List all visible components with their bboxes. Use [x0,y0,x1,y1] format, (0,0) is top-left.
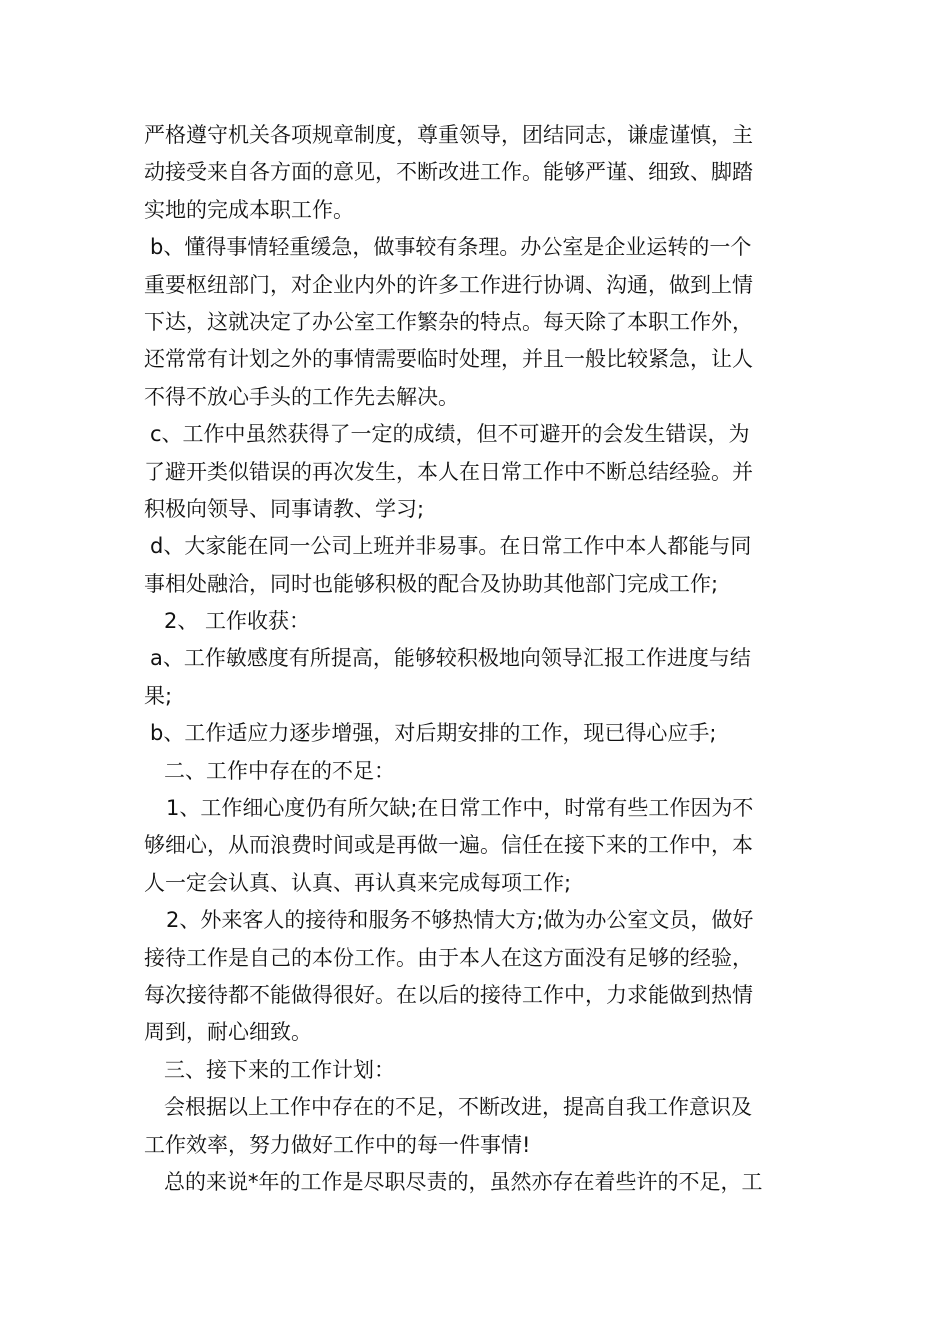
paragraph-summary-start: 总的来说*年的工作是尽职尽责的，虽然亦存在着些许的不足，工 [164,1169,763,1194]
text-line: 下达，这就决定了办公室工作繁杂的特点。每天除了本职工作外， [144,309,753,334]
heading-next-plan: 三、接下来的工作计划： [164,1057,395,1082]
text-line: 严格遵守机关各项规章制度，尊重领导，团结同志，谦虚谨慎，主 [144,123,753,147]
text-line: 重要枢纽部门，对企业内外的许多工作进行协调、沟通，做到上情 [144,272,753,297]
text-line: 实地的完成本职工作。 [144,197,354,222]
paragraph-plan-start: 会根据以上工作中存在的不足，不断改进，提高自我工作意识及 [164,1095,752,1120]
paragraph-gains-b: b、工作适应力逐步增强，对后期安排的工作，现已得心应手; [150,721,717,746]
text-line: 人一定会认真、认真、再认真来完成每项工作; [144,870,572,895]
text-line: 周到，耐心细致。 [144,1020,312,1045]
text-line: 够细心，从而浪费时间或是再做一遍。信任在接下来的工作中，本 [144,833,753,858]
paragraph-shortcoming-1-start: 1、工作细心度仍有所欠缺;在日常工作中，时常有些工作因为不 [166,796,754,821]
paragraph-d-start: d、大家能在同一公司上班并非易事。在日常工作中本人都能与同 [150,534,752,559]
text-line: 接待工作是自己的本份工作。由于本人在这方面没有足够的经验， [144,945,753,970]
text-line: 积极向领导、同事请教、学习; [144,496,425,521]
paragraph-gains-a-start: a、工作敏感度有所提高，能够较积极地向领导汇报工作进度与结 [150,646,751,671]
paragraph-b-start: b、懂得事情轻重缓急，做事较有条理。办公室是企业运转的一个 [150,235,752,260]
text-line: 还常常有计划之外的事情需要临时处理，并且一般比较紧急，让人 [144,347,753,372]
heading-shortcomings: 二、工作中存在的不足： [164,758,395,783]
text-line: 每次接待都不能做得很好。在以后的接待工作中，力求能做到热情 [144,982,753,1007]
text-line: 果; [144,683,173,708]
document-body [144,117,808,1201]
heading-work-gains: 2、 工作收获： [164,609,311,634]
text-line: 动接受来自各方面的意见，不断改进工作。能够严谨、细致、脚踏 [144,160,753,185]
text-line: 事相处融洽，同时也能够积极的配合及协助其他部门完成工作; [144,571,719,596]
paragraph-shortcoming-2-start: 2、外来客人的接待和服务不够热情大方;做为办公室文员，做好 [166,908,754,933]
text-line: 不得不放心手头的工作先去解决。 [144,384,459,409]
text-line: 工作效率，努力做好工作中的每一件事情! [144,1132,531,1157]
paragraph-c-start: c、工作中虽然获得了一定的成绩，但不可避开的会发生错误，为 [150,422,750,447]
text-line: 了避开类似错误的再次发生，本人在日常工作中不断总结经验。并 [144,459,753,484]
